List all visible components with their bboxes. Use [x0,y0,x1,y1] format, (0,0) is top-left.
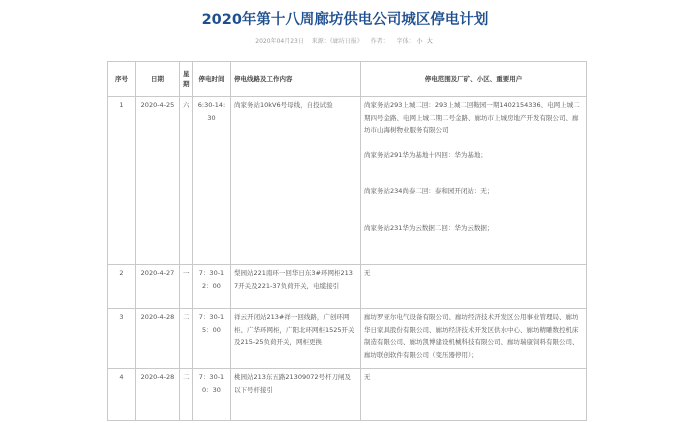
cell-no: 1 [108,97,136,265]
font-size-label: 字体： [396,38,415,45]
cell-time: 7：30-12：00 [193,265,231,309]
cell-scope: 廊坊罗亚尔电气设备有限公司、廊坊经济技术开发区公用事业管理局、廊坊华日家具股份有限公司、廊坊经济技术开发区供水中心、廊坊精雕数控机床制造有限公司、廊坊凯博建设机械科技有限公司、廊坊瑞康饲料有限公司、廊坊联创软件有限公司（变压器停用）； [361,309,587,369]
cell-time: 6:30-14:30 [193,97,231,265]
cell-weekday: 二 [180,369,193,421]
cell-time: 7：30-15：00 [193,309,231,369]
cell-time: 7：30-10：30 [193,369,231,421]
cell-line: 祥云开闭站213#祥一回线路，广创环网柜、广华环网柜，广阳北环网柜1525开关及215-25负荷开关，网柜更换 [231,309,361,369]
cell-scope: 无 [361,369,587,421]
font-size-control [397,38,435,45]
font-large-link[interactable]: 大 [426,38,433,45]
header-scope: 停电范围及厂矿、小区、重要用户 [361,62,587,97]
author: 作者： [370,38,389,45]
cell-no: 2 [108,265,136,309]
table-row [108,97,587,265]
header-time: 停电时间 [193,62,231,97]
cell-weekday: 六 [180,97,193,265]
cell-scope: 无 [361,265,587,309]
cell-scope [361,97,587,265]
scope-item: 尚家务站293上城二回：293上城二回鞍园一期1402154336、电网上城二期四号金路、电网上城二期二号金路、廊坊市上城房地产开发有限公司、廊坊市山海树物业服务有限公司 [364,101,580,134]
page-title: 2020年第十八周廊坊供电公司城区停电计划 [201,12,489,28]
header-weekday: 星期 [180,62,193,97]
cell-date: 2020-4-27 [136,265,180,309]
header-line: 停电线路及工作内容 [231,62,361,97]
cell-no: 3 [108,309,136,369]
cell-no: 4 [108,369,136,421]
header-no: 序号 [108,62,136,97]
article-meta [0,36,690,45]
cell-date: 2020-4-25 [136,97,180,265]
source-label: 来源： [311,38,330,45]
scope-item: 尚家务站291华为基地十四回：华为基地； [364,150,487,159]
cell-weekday: 二 [180,309,193,369]
source-name: 《廊坊日报》 [329,38,363,45]
table-row [108,369,587,421]
font-small-link[interactable]: 小 [416,38,423,45]
table-row [108,265,587,309]
table-row [108,309,587,369]
cell-date: 2020-4-28 [136,369,180,421]
scope-item: 尚家务站234尚泰二回：泰和园开闭站：无； [364,187,494,195]
cell-date: 2020-4-28 [136,309,180,369]
header-date: 日期 [136,62,180,97]
cell-line: 梨园站221南环一回华日东3#环网柜2137开关及221-37负荷开关，电缆接引 [231,265,361,309]
outage-schedule-table [107,61,587,421]
scope-item: 尚家务站231华为云数据二回：华为云数据； [364,223,494,232]
publish-date: 2020年04月23日 [255,38,304,45]
cell-line: 尚家务站10kV6号母线，自投试验 [231,97,361,265]
source [312,38,363,45]
table-header-row [108,62,587,97]
cell-line: 桃园站213东五路21309072号杆刀闸及以下号杆接引 [231,369,361,421]
cell-weekday: 一 [180,265,193,309]
